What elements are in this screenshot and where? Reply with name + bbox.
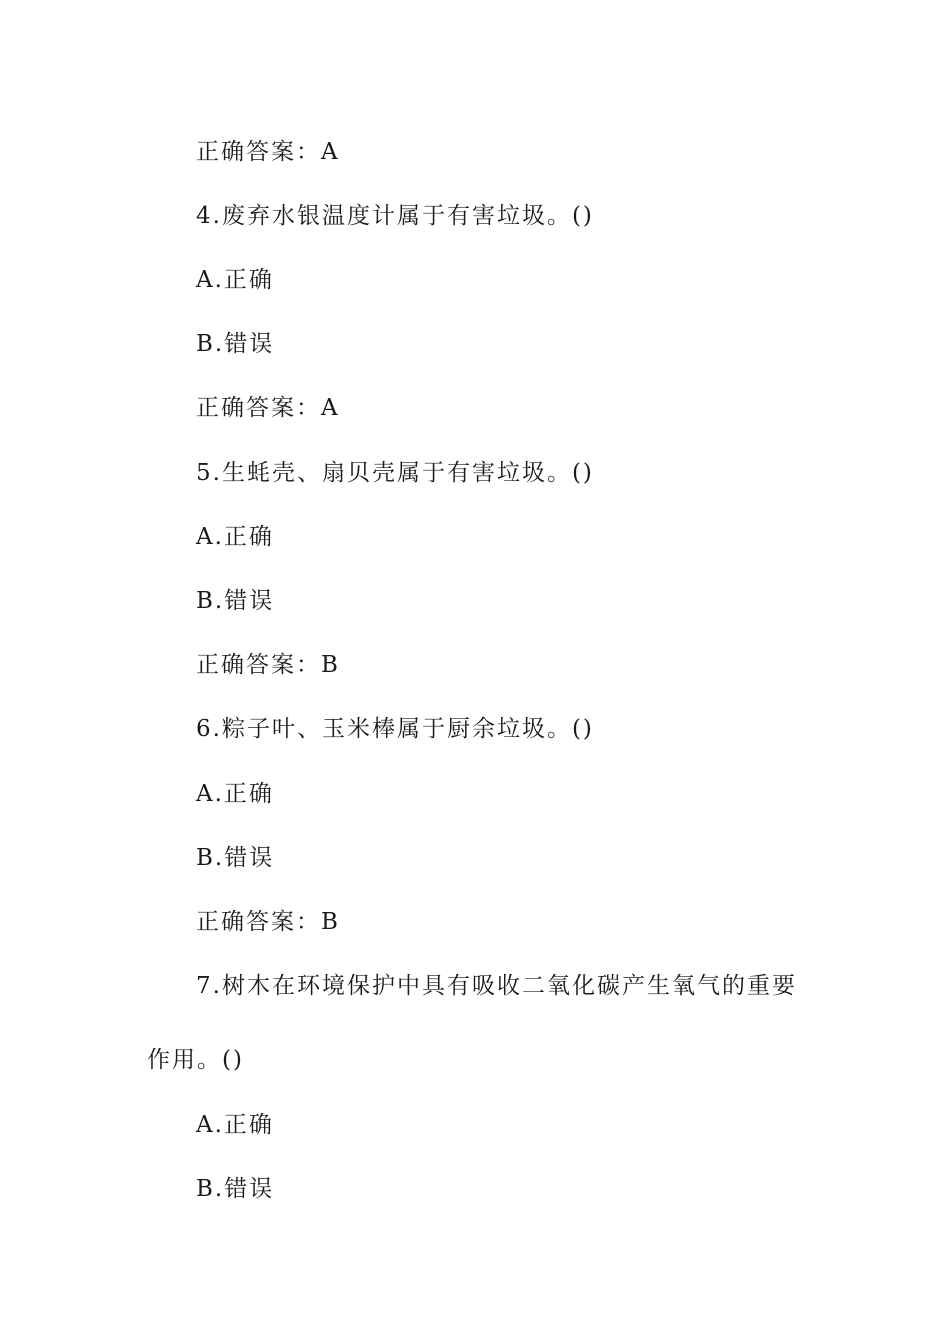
- option-a: A.正确: [196, 1112, 274, 1138]
- question-7: 7.树木在环境保护中具有吸收二氧化碳产生氧气的重要: [196, 973, 797, 999]
- option-a: A.正确: [196, 267, 274, 293]
- answer-line: 正确答案：A: [196, 395, 340, 421]
- question-6: 6.粽子叶、玉米棒属于厨余垃圾。(): [196, 716, 594, 742]
- option-b: B.错误: [196, 331, 275, 357]
- answer-line: 正确答案：B: [196, 652, 340, 678]
- question-5: 5.生蚝壳、扇贝壳属于有害垃圾。(): [196, 460, 594, 486]
- option-b: B.错误: [196, 588, 275, 614]
- option-a: A.正确: [196, 524, 274, 550]
- answer-line: 正确答案：A: [196, 139, 340, 165]
- question-4: 4.废弃水银温度计属于有害垃圾。(): [196, 203, 594, 229]
- question-7-continuation: 作用。(): [147, 1047, 244, 1073]
- option-a: A.正确: [196, 781, 274, 807]
- option-b: B.错误: [196, 845, 275, 871]
- answer-line: 正确答案：B: [196, 909, 340, 935]
- option-b: B.错误: [196, 1176, 275, 1202]
